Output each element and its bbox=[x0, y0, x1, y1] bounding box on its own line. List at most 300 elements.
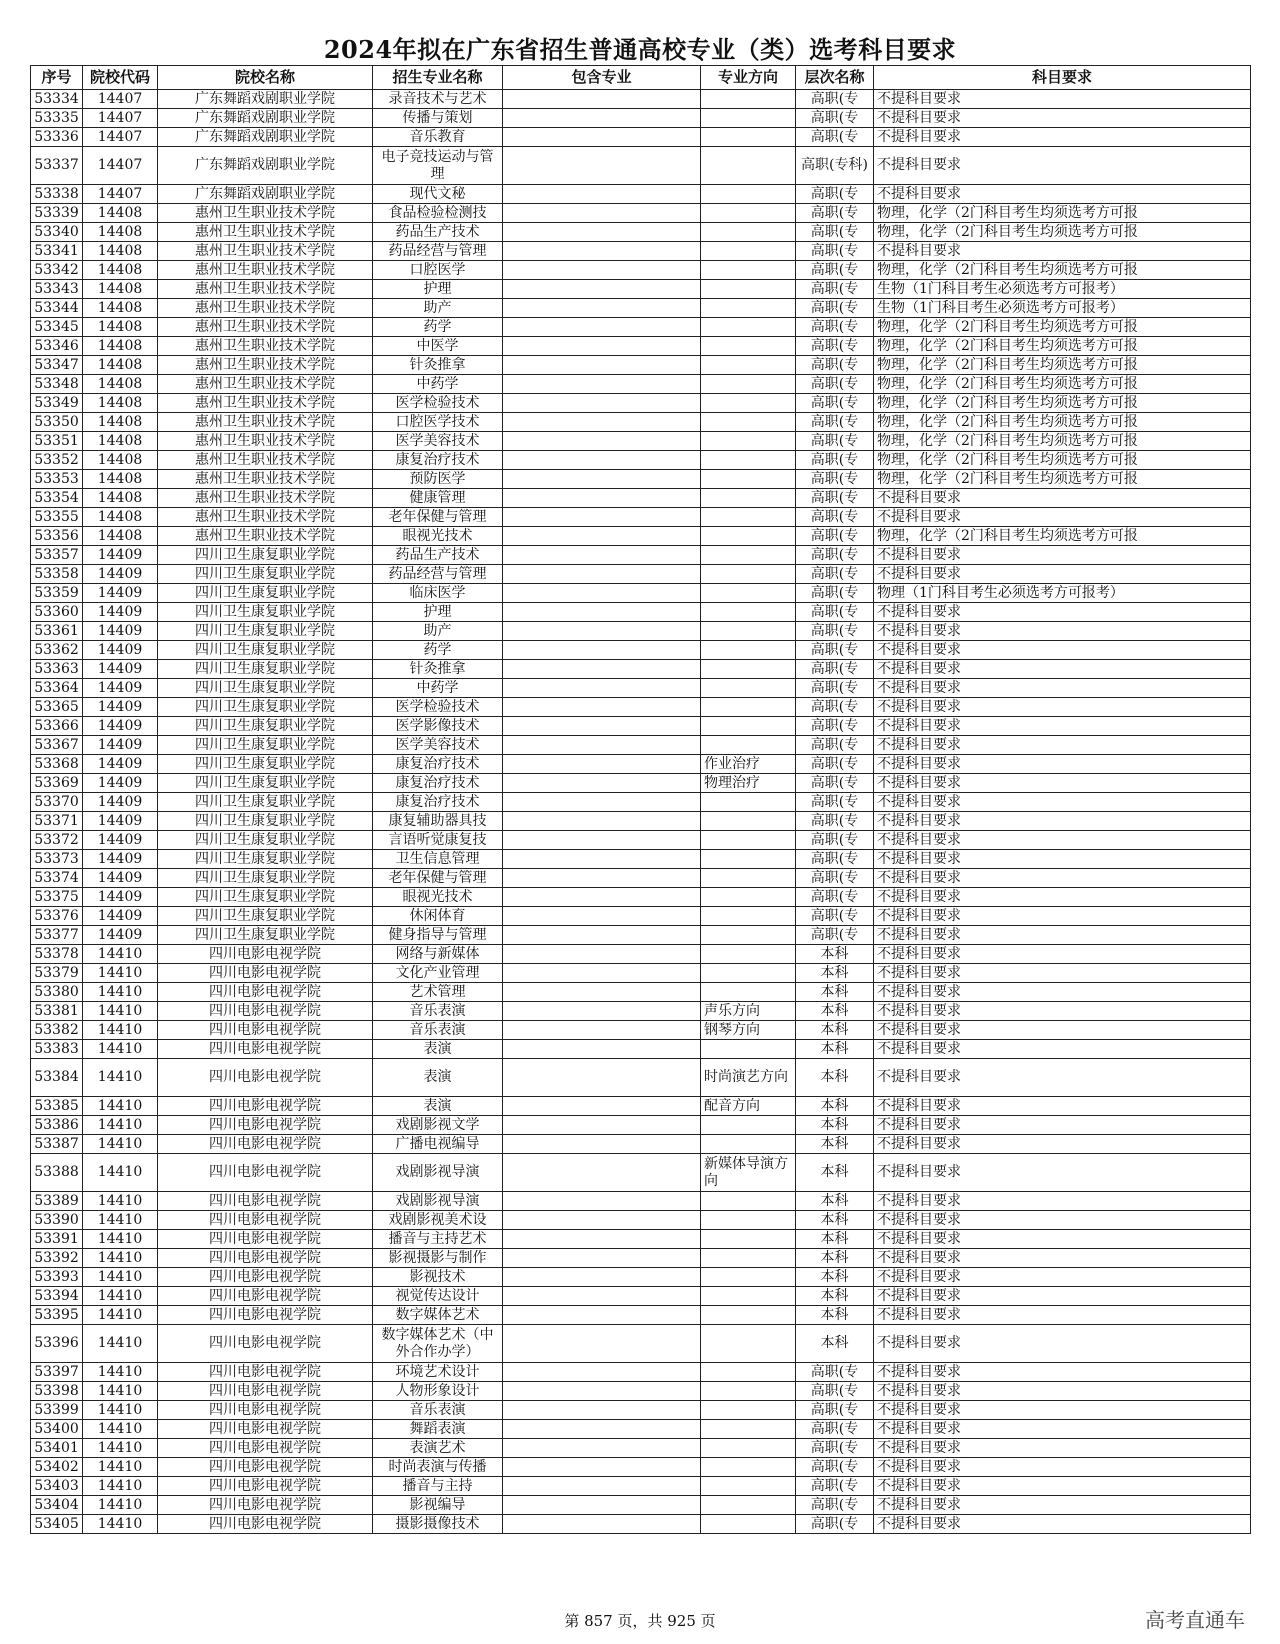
row-level: 高职(专 bbox=[796, 603, 874, 622]
row-school-name: 惠州卫生职业技术学院 bbox=[158, 375, 373, 394]
col-header-subjects: 科目要求 bbox=[874, 66, 1251, 90]
row-school-name: 四川电影电视学院 bbox=[158, 1249, 373, 1268]
row-seq: 53341 bbox=[31, 242, 83, 261]
row-school-code: 14410 bbox=[83, 1059, 158, 1097]
row-level: 高职(专 bbox=[796, 812, 874, 831]
row-direction bbox=[701, 223, 796, 242]
row-major: 电子竞技运动与管理 bbox=[373, 147, 503, 185]
row-subjects: 不提科目要求 bbox=[874, 1477, 1251, 1496]
row-seq: 53337 bbox=[31, 147, 83, 185]
table-row bbox=[31, 888, 1251, 907]
row-seq: 53349 bbox=[31, 394, 83, 413]
row-subjects: 不提科目要求 bbox=[874, 1420, 1251, 1439]
row-school-name: 四川卫生康复职业学院 bbox=[158, 736, 373, 755]
row-included bbox=[503, 1401, 701, 1420]
row-subjects: 不提科目要求 bbox=[874, 1192, 1251, 1211]
row-seq: 53335 bbox=[31, 109, 83, 128]
row-level: 本科 bbox=[796, 1268, 874, 1287]
row-subjects: 不提科目要求 bbox=[874, 907, 1251, 926]
row-school-code: 14410 bbox=[83, 1306, 158, 1325]
table-row bbox=[31, 1135, 1251, 1154]
table-row bbox=[31, 565, 1251, 584]
row-seq: 53377 bbox=[31, 926, 83, 945]
row-seq: 53352 bbox=[31, 451, 83, 470]
row-level: 高职(专 bbox=[796, 888, 874, 907]
row-major: 预防医学 bbox=[373, 470, 503, 489]
row-school-name: 四川卫生康复职业学院 bbox=[158, 926, 373, 945]
row-major: 表演艺术 bbox=[373, 1439, 503, 1458]
row-seq: 53361 bbox=[31, 622, 83, 641]
row-seq: 53340 bbox=[31, 223, 83, 242]
row-school-code: 14410 bbox=[83, 964, 158, 983]
row-seq: 53336 bbox=[31, 128, 83, 147]
row-major: 影视摄影与制作 bbox=[373, 1249, 503, 1268]
row-school-name: 四川电影电视学院 bbox=[158, 1287, 373, 1306]
row-included bbox=[503, 1230, 701, 1249]
row-school-name: 四川卫生康复职业学院 bbox=[158, 698, 373, 717]
row-level: 高职(专 bbox=[796, 793, 874, 812]
row-school-code: 14407 bbox=[83, 128, 158, 147]
row-direction bbox=[701, 964, 796, 983]
row-school-name: 四川卫生康复职业学院 bbox=[158, 755, 373, 774]
row-direction bbox=[701, 185, 796, 204]
table-row bbox=[31, 698, 1251, 717]
row-level: 本科 bbox=[796, 1230, 874, 1249]
row-included bbox=[503, 755, 701, 774]
row-school-name: 四川电影电视学院 bbox=[158, 1230, 373, 1249]
row-subjects: 物理，化学（2门科目考生均须选考方可报 bbox=[874, 451, 1251, 470]
row-level: 高职(专 bbox=[796, 280, 874, 299]
row-major: 临床医学 bbox=[373, 584, 503, 603]
row-included bbox=[503, 1363, 701, 1382]
row-subjects: 不提科目要求 bbox=[874, 1154, 1251, 1192]
row-level: 高职(专 bbox=[796, 755, 874, 774]
table-row bbox=[31, 1249, 1251, 1268]
row-direction bbox=[701, 318, 796, 337]
row-school-name: 惠州卫生职业技术学院 bbox=[158, 470, 373, 489]
row-direction bbox=[701, 299, 796, 318]
row-major: 音乐教育 bbox=[373, 128, 503, 147]
row-level: 高职(专 bbox=[796, 869, 874, 888]
table-row bbox=[31, 869, 1251, 888]
row-level: 高职(专 bbox=[796, 850, 874, 869]
row-included bbox=[503, 907, 701, 926]
row-subjects: 不提科目要求 bbox=[874, 1211, 1251, 1230]
table-row bbox=[31, 1268, 1251, 1287]
row-subjects: 物理，化学（2门科目考生均须选考方可报 bbox=[874, 318, 1251, 337]
row-subjects: 不提科目要求 bbox=[874, 1363, 1251, 1382]
row-included bbox=[503, 1439, 701, 1458]
row-school-code: 14410 bbox=[83, 1496, 158, 1515]
row-subjects: 不提科目要求 bbox=[874, 1306, 1251, 1325]
row-school-name: 四川卫生康复职业学院 bbox=[158, 888, 373, 907]
table-row bbox=[31, 983, 1251, 1002]
row-school-code: 14410 bbox=[83, 1040, 158, 1059]
row-included bbox=[503, 1021, 701, 1040]
row-subjects: 不提科目要求 bbox=[874, 1268, 1251, 1287]
row-school-code: 14409 bbox=[83, 812, 158, 831]
row-direction bbox=[701, 888, 796, 907]
row-subjects: 不提科目要求 bbox=[874, 812, 1251, 831]
row-seq: 53374 bbox=[31, 869, 83, 888]
row-school-code: 14409 bbox=[83, 584, 158, 603]
row-included bbox=[503, 109, 701, 128]
row-level: 高职(专 bbox=[796, 489, 874, 508]
row-major: 网络与新媒体 bbox=[373, 945, 503, 964]
row-school-name: 四川电影电视学院 bbox=[158, 1211, 373, 1230]
row-level: 高职(专 bbox=[796, 128, 874, 147]
row-school-name: 惠州卫生职业技术学院 bbox=[158, 299, 373, 318]
row-major: 数字媒体艺术（中外合作办学） bbox=[373, 1325, 503, 1363]
row-included bbox=[503, 1097, 701, 1116]
table-row bbox=[31, 546, 1251, 565]
row-included bbox=[503, 641, 701, 660]
row-school-code: 14408 bbox=[83, 299, 158, 318]
row-included bbox=[503, 888, 701, 907]
row-school-name: 四川电影电视学院 bbox=[158, 1363, 373, 1382]
row-level: 高职(专 bbox=[796, 451, 874, 470]
row-direction bbox=[701, 907, 796, 926]
table-row bbox=[31, 850, 1251, 869]
col-header-direction: 专业方向 bbox=[701, 66, 796, 90]
row-seq: 53364 bbox=[31, 679, 83, 698]
row-direction bbox=[701, 1287, 796, 1306]
row-level: 高职(专 bbox=[796, 1458, 874, 1477]
row-school-code: 14409 bbox=[83, 717, 158, 736]
row-direction bbox=[701, 1135, 796, 1154]
row-subjects: 物理，化学（2门科目考生均须选考方可报 bbox=[874, 432, 1251, 451]
row-included bbox=[503, 90, 701, 109]
row-school-code: 14408 bbox=[83, 413, 158, 432]
row-direction: 作业治疗 bbox=[701, 755, 796, 774]
col-header-included: 包含专业 bbox=[503, 66, 701, 90]
row-subjects: 不提科目要求 bbox=[874, 1382, 1251, 1401]
row-included bbox=[503, 375, 701, 394]
row-subjects: 物理，化学（2门科目考生均须选考方可报 bbox=[874, 413, 1251, 432]
row-subjects: 不提科目要求 bbox=[874, 185, 1251, 204]
row-seq: 53400 bbox=[31, 1420, 83, 1439]
row-subjects: 不提科目要求 bbox=[874, 1040, 1251, 1059]
row-level: 高职(专 bbox=[796, 527, 874, 546]
row-school-code: 14410 bbox=[83, 1382, 158, 1401]
row-school-code: 14410 bbox=[83, 1515, 158, 1534]
row-major: 传播与策划 bbox=[373, 109, 503, 128]
row-included bbox=[503, 603, 701, 622]
row-direction bbox=[701, 109, 796, 128]
row-school-name: 四川电影电视学院 bbox=[158, 964, 373, 983]
row-school-code: 14410 bbox=[83, 1420, 158, 1439]
table-row bbox=[31, 413, 1251, 432]
row-included bbox=[503, 736, 701, 755]
row-major: 文化产业管理 bbox=[373, 964, 503, 983]
table-row bbox=[31, 926, 1251, 945]
row-seq: 53370 bbox=[31, 793, 83, 812]
row-level: 本科 bbox=[796, 1002, 874, 1021]
row-major: 康复治疗技术 bbox=[373, 451, 503, 470]
row-school-name: 四川电影电视学院 bbox=[158, 1002, 373, 1021]
row-school-code: 14409 bbox=[83, 660, 158, 679]
row-level: 本科 bbox=[796, 1192, 874, 1211]
row-seq: 53387 bbox=[31, 1135, 83, 1154]
row-subjects: 不提科目要求 bbox=[874, 964, 1251, 983]
row-school-name: 四川卫生康复职业学院 bbox=[158, 603, 373, 622]
table-row bbox=[31, 831, 1251, 850]
row-school-name: 四川电影电视学院 bbox=[158, 1268, 373, 1287]
row-included bbox=[503, 660, 701, 679]
row-seq: 53346 bbox=[31, 337, 83, 356]
row-school-name: 四川卫生康复职业学院 bbox=[158, 622, 373, 641]
row-school-code: 14409 bbox=[83, 907, 158, 926]
table-row bbox=[31, 489, 1251, 508]
row-major: 戏剧影视导演 bbox=[373, 1192, 503, 1211]
row-school-name: 四川电影电视学院 bbox=[158, 1306, 373, 1325]
row-subjects: 物理，化学（2门科目考生均须选考方可报 bbox=[874, 375, 1251, 394]
row-school-name: 惠州卫生职业技术学院 bbox=[158, 394, 373, 413]
row-seq: 53385 bbox=[31, 1097, 83, 1116]
row-seq: 53344 bbox=[31, 299, 83, 318]
row-school-code: 14407 bbox=[83, 109, 158, 128]
row-seq: 53384 bbox=[31, 1059, 83, 1097]
table-row bbox=[31, 451, 1251, 470]
table-row bbox=[31, 1154, 1251, 1192]
row-level: 高职(专 bbox=[796, 1515, 874, 1534]
row-school-code: 14410 bbox=[83, 1363, 158, 1382]
row-subjects: 不提科目要求 bbox=[874, 1230, 1251, 1249]
table-row bbox=[31, 432, 1251, 451]
row-school-name: 四川卫生康复职业学院 bbox=[158, 774, 373, 793]
row-major: 音乐表演 bbox=[373, 1002, 503, 1021]
row-subjects: 不提科目要求 bbox=[874, 508, 1251, 527]
row-included bbox=[503, 470, 701, 489]
row-school-code: 14410 bbox=[83, 1458, 158, 1477]
row-school-name: 四川电影电视学院 bbox=[158, 1382, 373, 1401]
row-school-code: 14408 bbox=[83, 451, 158, 470]
row-direction bbox=[701, 90, 796, 109]
table-row bbox=[31, 470, 1251, 489]
row-major: 医学检验技术 bbox=[373, 698, 503, 717]
row-level: 本科 bbox=[796, 1116, 874, 1135]
row-seq: 53392 bbox=[31, 1249, 83, 1268]
row-school-code: 14409 bbox=[83, 679, 158, 698]
row-school-code: 14410 bbox=[83, 1401, 158, 1420]
row-level: 高职(专 bbox=[796, 508, 874, 527]
row-subjects: 不提科目要求 bbox=[874, 774, 1251, 793]
row-included bbox=[503, 869, 701, 888]
row-level: 高职(专 bbox=[796, 375, 874, 394]
row-seq: 53389 bbox=[31, 1192, 83, 1211]
row-seq: 53398 bbox=[31, 1382, 83, 1401]
row-seq: 53338 bbox=[31, 185, 83, 204]
table-row bbox=[31, 299, 1251, 318]
row-subjects: 物理，化学（2门科目考生均须选考方可报 bbox=[874, 356, 1251, 375]
row-included bbox=[503, 1116, 701, 1135]
row-major: 医学美容技术 bbox=[373, 736, 503, 755]
row-school-code: 14408 bbox=[83, 394, 158, 413]
row-school-name: 四川电影电视学院 bbox=[158, 1420, 373, 1439]
row-school-code: 14409 bbox=[83, 793, 158, 812]
row-school-name: 四川卫生康复职业学院 bbox=[158, 793, 373, 812]
row-seq: 53402 bbox=[31, 1458, 83, 1477]
row-direction bbox=[701, 736, 796, 755]
row-school-code: 14410 bbox=[83, 1154, 158, 1192]
row-seq: 53343 bbox=[31, 280, 83, 299]
table-row bbox=[31, 1002, 1251, 1021]
row-school-code: 14410 bbox=[83, 1230, 158, 1249]
row-direction bbox=[701, 451, 796, 470]
row-level: 高职(专 bbox=[796, 1401, 874, 1420]
row-major: 戏剧影视美术设 bbox=[373, 1211, 503, 1230]
row-direction bbox=[701, 603, 796, 622]
row-included bbox=[503, 1287, 701, 1306]
row-included bbox=[503, 318, 701, 337]
row-school-name: 四川卫生康复职业学院 bbox=[158, 717, 373, 736]
table-row bbox=[31, 1515, 1251, 1534]
row-school-name: 惠州卫生职业技术学院 bbox=[158, 242, 373, 261]
row-level: 高职(专 bbox=[796, 774, 874, 793]
row-major: 针灸推拿 bbox=[373, 660, 503, 679]
row-subjects: 不提科目要求 bbox=[874, 603, 1251, 622]
row-school-name: 四川电影电视学院 bbox=[158, 1059, 373, 1097]
table-row bbox=[31, 1439, 1251, 1458]
row-seq: 53348 bbox=[31, 375, 83, 394]
row-direction: 时尚演艺方向 bbox=[701, 1059, 796, 1097]
row-included bbox=[503, 1420, 701, 1439]
row-direction bbox=[701, 1515, 796, 1534]
row-seq: 53351 bbox=[31, 432, 83, 451]
row-school-code: 14409 bbox=[83, 565, 158, 584]
row-subjects: 不提科目要求 bbox=[874, 1116, 1251, 1135]
row-direction: 物理治疗 bbox=[701, 774, 796, 793]
row-school-name: 四川电影电视学院 bbox=[158, 1116, 373, 1135]
row-school-name: 四川电影电视学院 bbox=[158, 1154, 373, 1192]
row-school-code: 14410 bbox=[83, 1287, 158, 1306]
table-row bbox=[31, 90, 1251, 109]
row-school-name: 四川卫生康复职业学院 bbox=[158, 812, 373, 831]
row-level: 高职(专 bbox=[796, 660, 874, 679]
row-level: 高职(专 bbox=[796, 622, 874, 641]
row-seq: 53386 bbox=[31, 1116, 83, 1135]
row-seq: 53360 bbox=[31, 603, 83, 622]
table-row bbox=[31, 394, 1251, 413]
row-direction bbox=[701, 1211, 796, 1230]
row-direction: 新媒体导演方向 bbox=[701, 1154, 796, 1192]
row-major: 环境艺术设计 bbox=[373, 1363, 503, 1382]
row-seq: 53388 bbox=[31, 1154, 83, 1192]
row-school-name: 惠州卫生职业技术学院 bbox=[158, 489, 373, 508]
row-subjects: 不提科目要求 bbox=[874, 1496, 1251, 1515]
row-seq: 53373 bbox=[31, 850, 83, 869]
row-major: 戏剧影视文学 bbox=[373, 1116, 503, 1135]
row-seq: 53391 bbox=[31, 1230, 83, 1249]
row-included bbox=[503, 1382, 701, 1401]
row-major: 舞蹈表演 bbox=[373, 1420, 503, 1439]
row-included bbox=[503, 451, 701, 470]
row-included bbox=[503, 945, 701, 964]
row-direction bbox=[701, 1116, 796, 1135]
row-major: 中药学 bbox=[373, 679, 503, 698]
table-row bbox=[31, 603, 1251, 622]
row-school-code: 14408 bbox=[83, 318, 158, 337]
row-school-code: 14408 bbox=[83, 204, 158, 223]
row-subjects: 不提科目要求 bbox=[874, 1401, 1251, 1420]
row-subjects: 不提科目要求 bbox=[874, 641, 1251, 660]
row-seq: 53397 bbox=[31, 1363, 83, 1382]
row-school-code: 14408 bbox=[83, 337, 158, 356]
row-seq: 53371 bbox=[31, 812, 83, 831]
row-subjects: 不提科目要求 bbox=[874, 850, 1251, 869]
row-subjects: 不提科目要求 bbox=[874, 888, 1251, 907]
row-direction bbox=[701, 432, 796, 451]
row-subjects: 不提科目要求 bbox=[874, 1002, 1251, 1021]
row-subjects: 不提科目要求 bbox=[874, 90, 1251, 109]
row-school-name: 惠州卫生职业技术学院 bbox=[158, 261, 373, 280]
table-row bbox=[31, 1192, 1251, 1211]
table-row bbox=[31, 318, 1251, 337]
row-level: 高职(专 bbox=[796, 223, 874, 242]
row-major: 录音技术与艺术 bbox=[373, 90, 503, 109]
row-level: 高职(专 bbox=[796, 413, 874, 432]
row-level: 高职(专 bbox=[796, 109, 874, 128]
row-seq: 53399 bbox=[31, 1401, 83, 1420]
row-school-name: 四川卫生康复职业学院 bbox=[158, 565, 373, 584]
row-direction bbox=[701, 337, 796, 356]
row-seq: 53334 bbox=[31, 90, 83, 109]
table-row bbox=[31, 128, 1251, 147]
row-direction bbox=[701, 147, 796, 185]
row-seq: 53379 bbox=[31, 964, 83, 983]
row-major: 影视编导 bbox=[373, 1496, 503, 1515]
row-school-code: 14410 bbox=[83, 1439, 158, 1458]
row-direction bbox=[701, 717, 796, 736]
row-major: 口腔医学 bbox=[373, 261, 503, 280]
row-major: 助产 bbox=[373, 299, 503, 318]
row-level: 高职(专 bbox=[796, 1477, 874, 1496]
row-level: 本科 bbox=[796, 1325, 874, 1363]
row-school-name: 惠州卫生职业技术学院 bbox=[158, 318, 373, 337]
row-direction: 声乐方向 bbox=[701, 1002, 796, 1021]
row-school-name: 广东舞蹈戏剧职业学院 bbox=[158, 90, 373, 109]
row-school-name: 惠州卫生职业技术学院 bbox=[158, 527, 373, 546]
row-included bbox=[503, 1458, 701, 1477]
row-subjects: 不提科目要求 bbox=[874, 1325, 1251, 1363]
row-major: 食品检验检测技 bbox=[373, 204, 503, 223]
row-major: 药品经营与管理 bbox=[373, 565, 503, 584]
row-school-name: 惠州卫生职业技术学院 bbox=[158, 223, 373, 242]
row-major: 中医学 bbox=[373, 337, 503, 356]
row-included bbox=[503, 1496, 701, 1515]
row-major: 针灸推拿 bbox=[373, 356, 503, 375]
row-direction bbox=[701, 793, 796, 812]
row-school-code: 14409 bbox=[83, 622, 158, 641]
row-seq: 53380 bbox=[31, 983, 83, 1002]
row-major: 表演 bbox=[373, 1059, 503, 1097]
row-included bbox=[503, 242, 701, 261]
row-included bbox=[503, 717, 701, 736]
page-footer: 第 857 页，共 925 页 bbox=[564, 1612, 716, 1630]
row-direction bbox=[701, 869, 796, 888]
row-school-name: 四川卫生康复职业学院 bbox=[158, 907, 373, 926]
table-row bbox=[31, 1458, 1251, 1477]
row-level: 高职(专 bbox=[796, 831, 874, 850]
row-subjects: 不提科目要求 bbox=[874, 1249, 1251, 1268]
row-school-code: 14408 bbox=[83, 261, 158, 280]
row-subjects: 物理，化学（2门科目考生均须选考方可报 bbox=[874, 204, 1251, 223]
row-subjects: 不提科目要求 bbox=[874, 1458, 1251, 1477]
row-seq: 53355 bbox=[31, 508, 83, 527]
row-included bbox=[503, 280, 701, 299]
table-row bbox=[31, 964, 1251, 983]
row-school-code: 14410 bbox=[83, 1268, 158, 1287]
